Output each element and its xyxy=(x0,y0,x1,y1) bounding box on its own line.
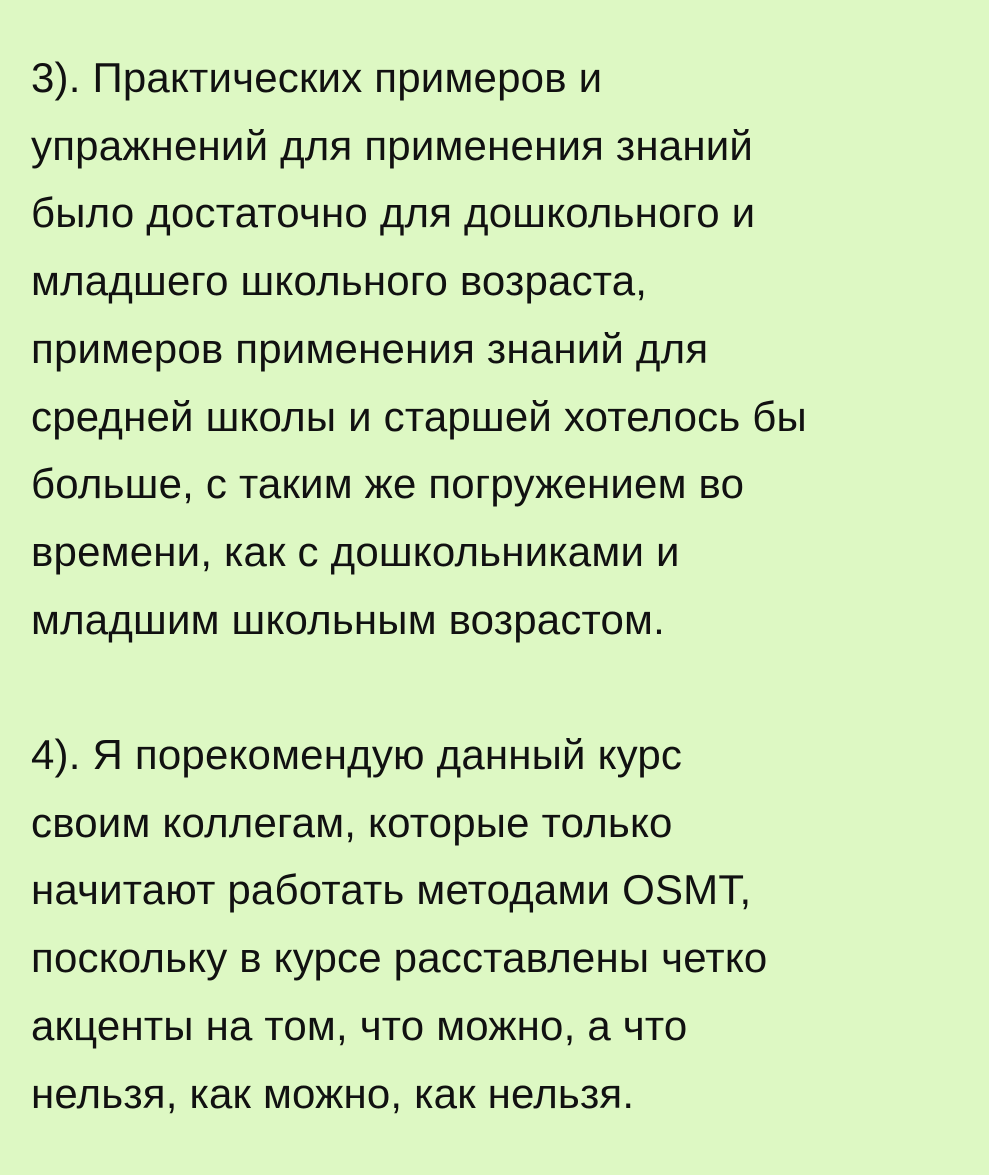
text-line: больше, с таким же погружением во xyxy=(31,460,745,508)
text-line: средней школы и старшей хотелось бы xyxy=(31,392,807,440)
text-line: начитают работать методами OSMT, xyxy=(31,866,752,914)
text-line: акценты на том, что можно, а что xyxy=(31,1001,688,1049)
paragraph-3 xyxy=(31,44,969,653)
text-line: младшего школьного возраста, xyxy=(31,257,648,305)
paragraph-spacer xyxy=(31,653,969,721)
text-line: нельзя, как можно, как нельзя. xyxy=(31,1069,635,1117)
text-line: 4). Я порекомендую данный курс xyxy=(31,731,683,779)
text-line: поскольку в курсе расставлены четко xyxy=(31,934,768,982)
text-line: младшим школьным возрастом. xyxy=(31,595,666,643)
paragraph-4 xyxy=(31,721,969,1127)
text-line: своим коллегам, которые только xyxy=(31,798,673,846)
text-line: времени, как с дошкольниками и xyxy=(31,527,680,575)
text-line: было достаточно для дошкольного и xyxy=(31,189,756,237)
text-line: 3). Практических примеров и xyxy=(31,54,603,101)
text-line: примеров применения знаний для xyxy=(31,324,709,372)
text-line: упражнений для применения знаний xyxy=(31,121,754,169)
